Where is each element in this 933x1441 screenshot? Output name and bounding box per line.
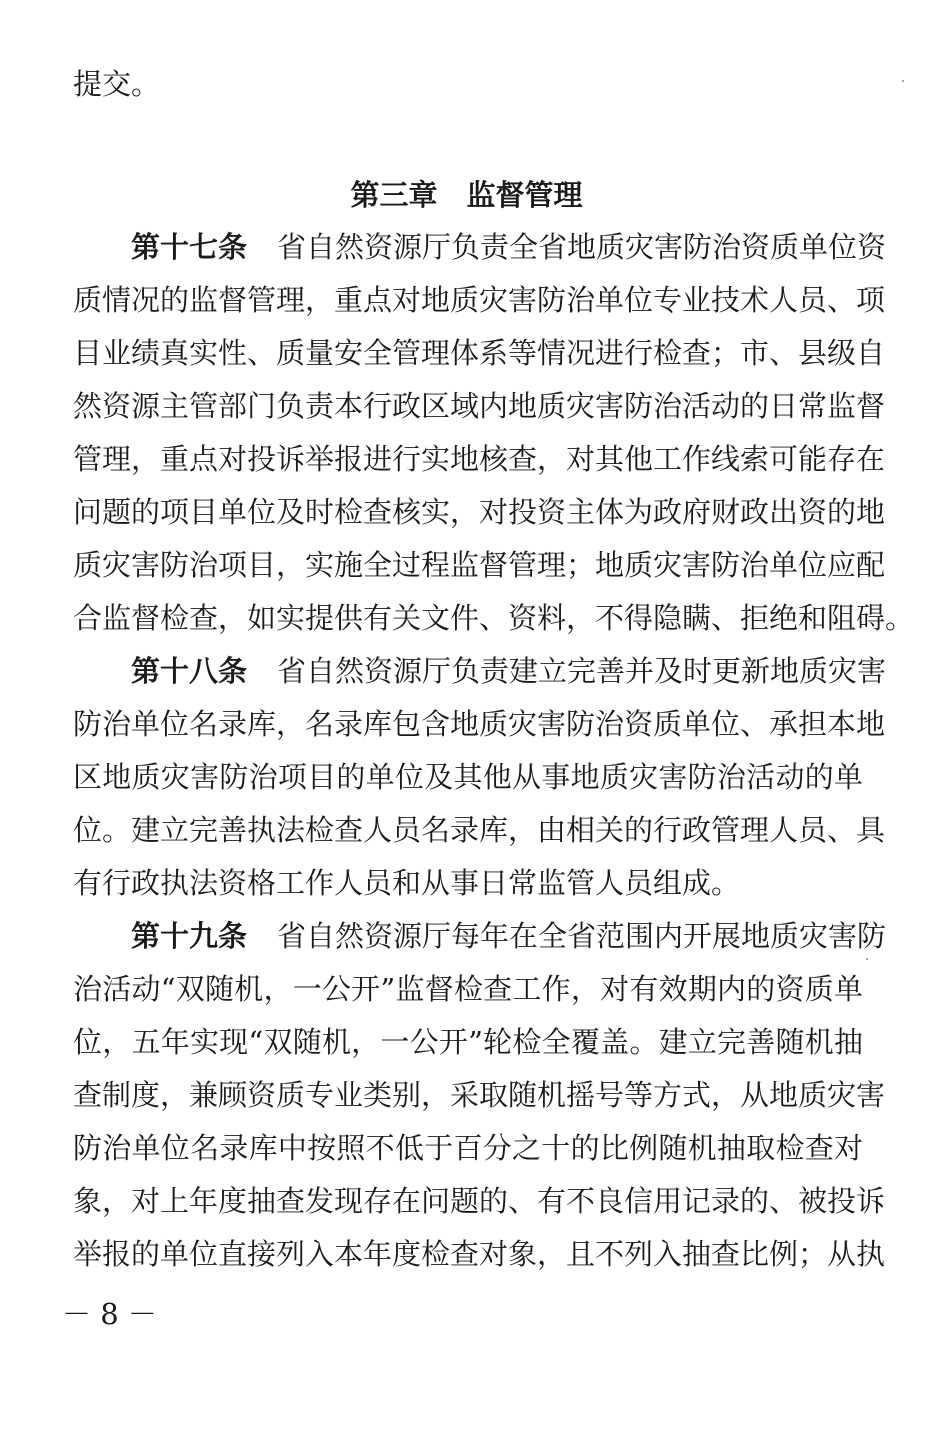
article-18-line-2: 防治单位名录库，名录库包含地质灾害防治资质单位、承担本地	[73, 707, 886, 741]
article-17-text: 省自然资源厅负责全省地质灾害防治资质单位资	[277, 230, 887, 264]
article-18-line-5: 有行政执法资格工作人员和从事日常监管人员组成。	[73, 866, 741, 900]
article-19-text: 省自然资源厅每年在全省范围内开展地质灾害防	[277, 919, 887, 953]
article-17-line-8: 合监督检查，如实提供有关文件、资料，不得隐瞒、拒绝和阻碍。	[73, 601, 915, 635]
article-17-line-2: 质情况的监督管理，重点对地质灾害防治单位专业技术人员、项	[73, 283, 886, 317]
article-17-line-4: 然资源主管部门负责本行政区域内地质灾害防治活动的日常监督	[73, 389, 886, 423]
carryover-text: 提交。	[73, 67, 161, 101]
article-17-label: 第十七条	[131, 230, 248, 264]
article-17-line-1	[131, 229, 887, 265]
article-19-line-7: 举报的单位直接列入本年度检查对象，且不列入抽查比例；从执	[73, 1237, 886, 1271]
article-19-line-2: 治活动“双随机，一公开”监督检查工作，对有效期内的资质单	[73, 972, 863, 1006]
article-18-text: 省自然资源厅负责建立完善并及时更新地质灾害	[277, 654, 887, 688]
chapter-heading: 第三章 监督管理	[350, 178, 583, 212]
article-19-line-4: 查制度，兼顾资质专业类别，采取随机摇号等方式，从地质灾害	[73, 1078, 886, 1112]
article-19-line-1	[131, 918, 887, 954]
article-18-line-4: 位。建立完善执法检查人员名录库，由相关的行政管理人员、具	[73, 813, 886, 847]
article-18-label: 第十八条	[131, 654, 248, 688]
article-19-line-6: 象，对上年度抽查发现存在问题的、有不良信用记录的、被投诉	[73, 1184, 886, 1218]
article-19-label: 第十九条	[131, 919, 248, 953]
scan-speck	[866, 958, 868, 960]
article-19-line-5: 防治单位名录库中按照不低于百分之十的比例随机抽取检查对	[73, 1131, 863, 1165]
article-18-line-3: 区地质灾害防治项目的单位及其他从事地质灾害防治活动的单	[73, 760, 863, 794]
page-number: － 8 －	[62, 1297, 157, 1331]
article-17-line-7: 质灾害防治项目，实施全过程监督管理；地质灾害防治单位应配	[73, 548, 886, 582]
article-19-line-3: 位，五年实现“双随机，一公开”轮检全覆盖。建立完善随机抽	[73, 1025, 863, 1059]
article-18-line-1	[131, 653, 887, 689]
article-17-line-6: 问题的项目单位及时检查核实，对投资主体为政府财政出资的地	[73, 495, 886, 529]
article-17-line-5: 管理，重点对投诉举报进行实地核查，对其他工作线索可能存在	[73, 442, 886, 476]
scan-speck	[902, 80, 904, 82]
article-17-line-3: 目业绩真实性、质量安全管理体系等情况进行检查；市、县级自	[73, 336, 886, 370]
